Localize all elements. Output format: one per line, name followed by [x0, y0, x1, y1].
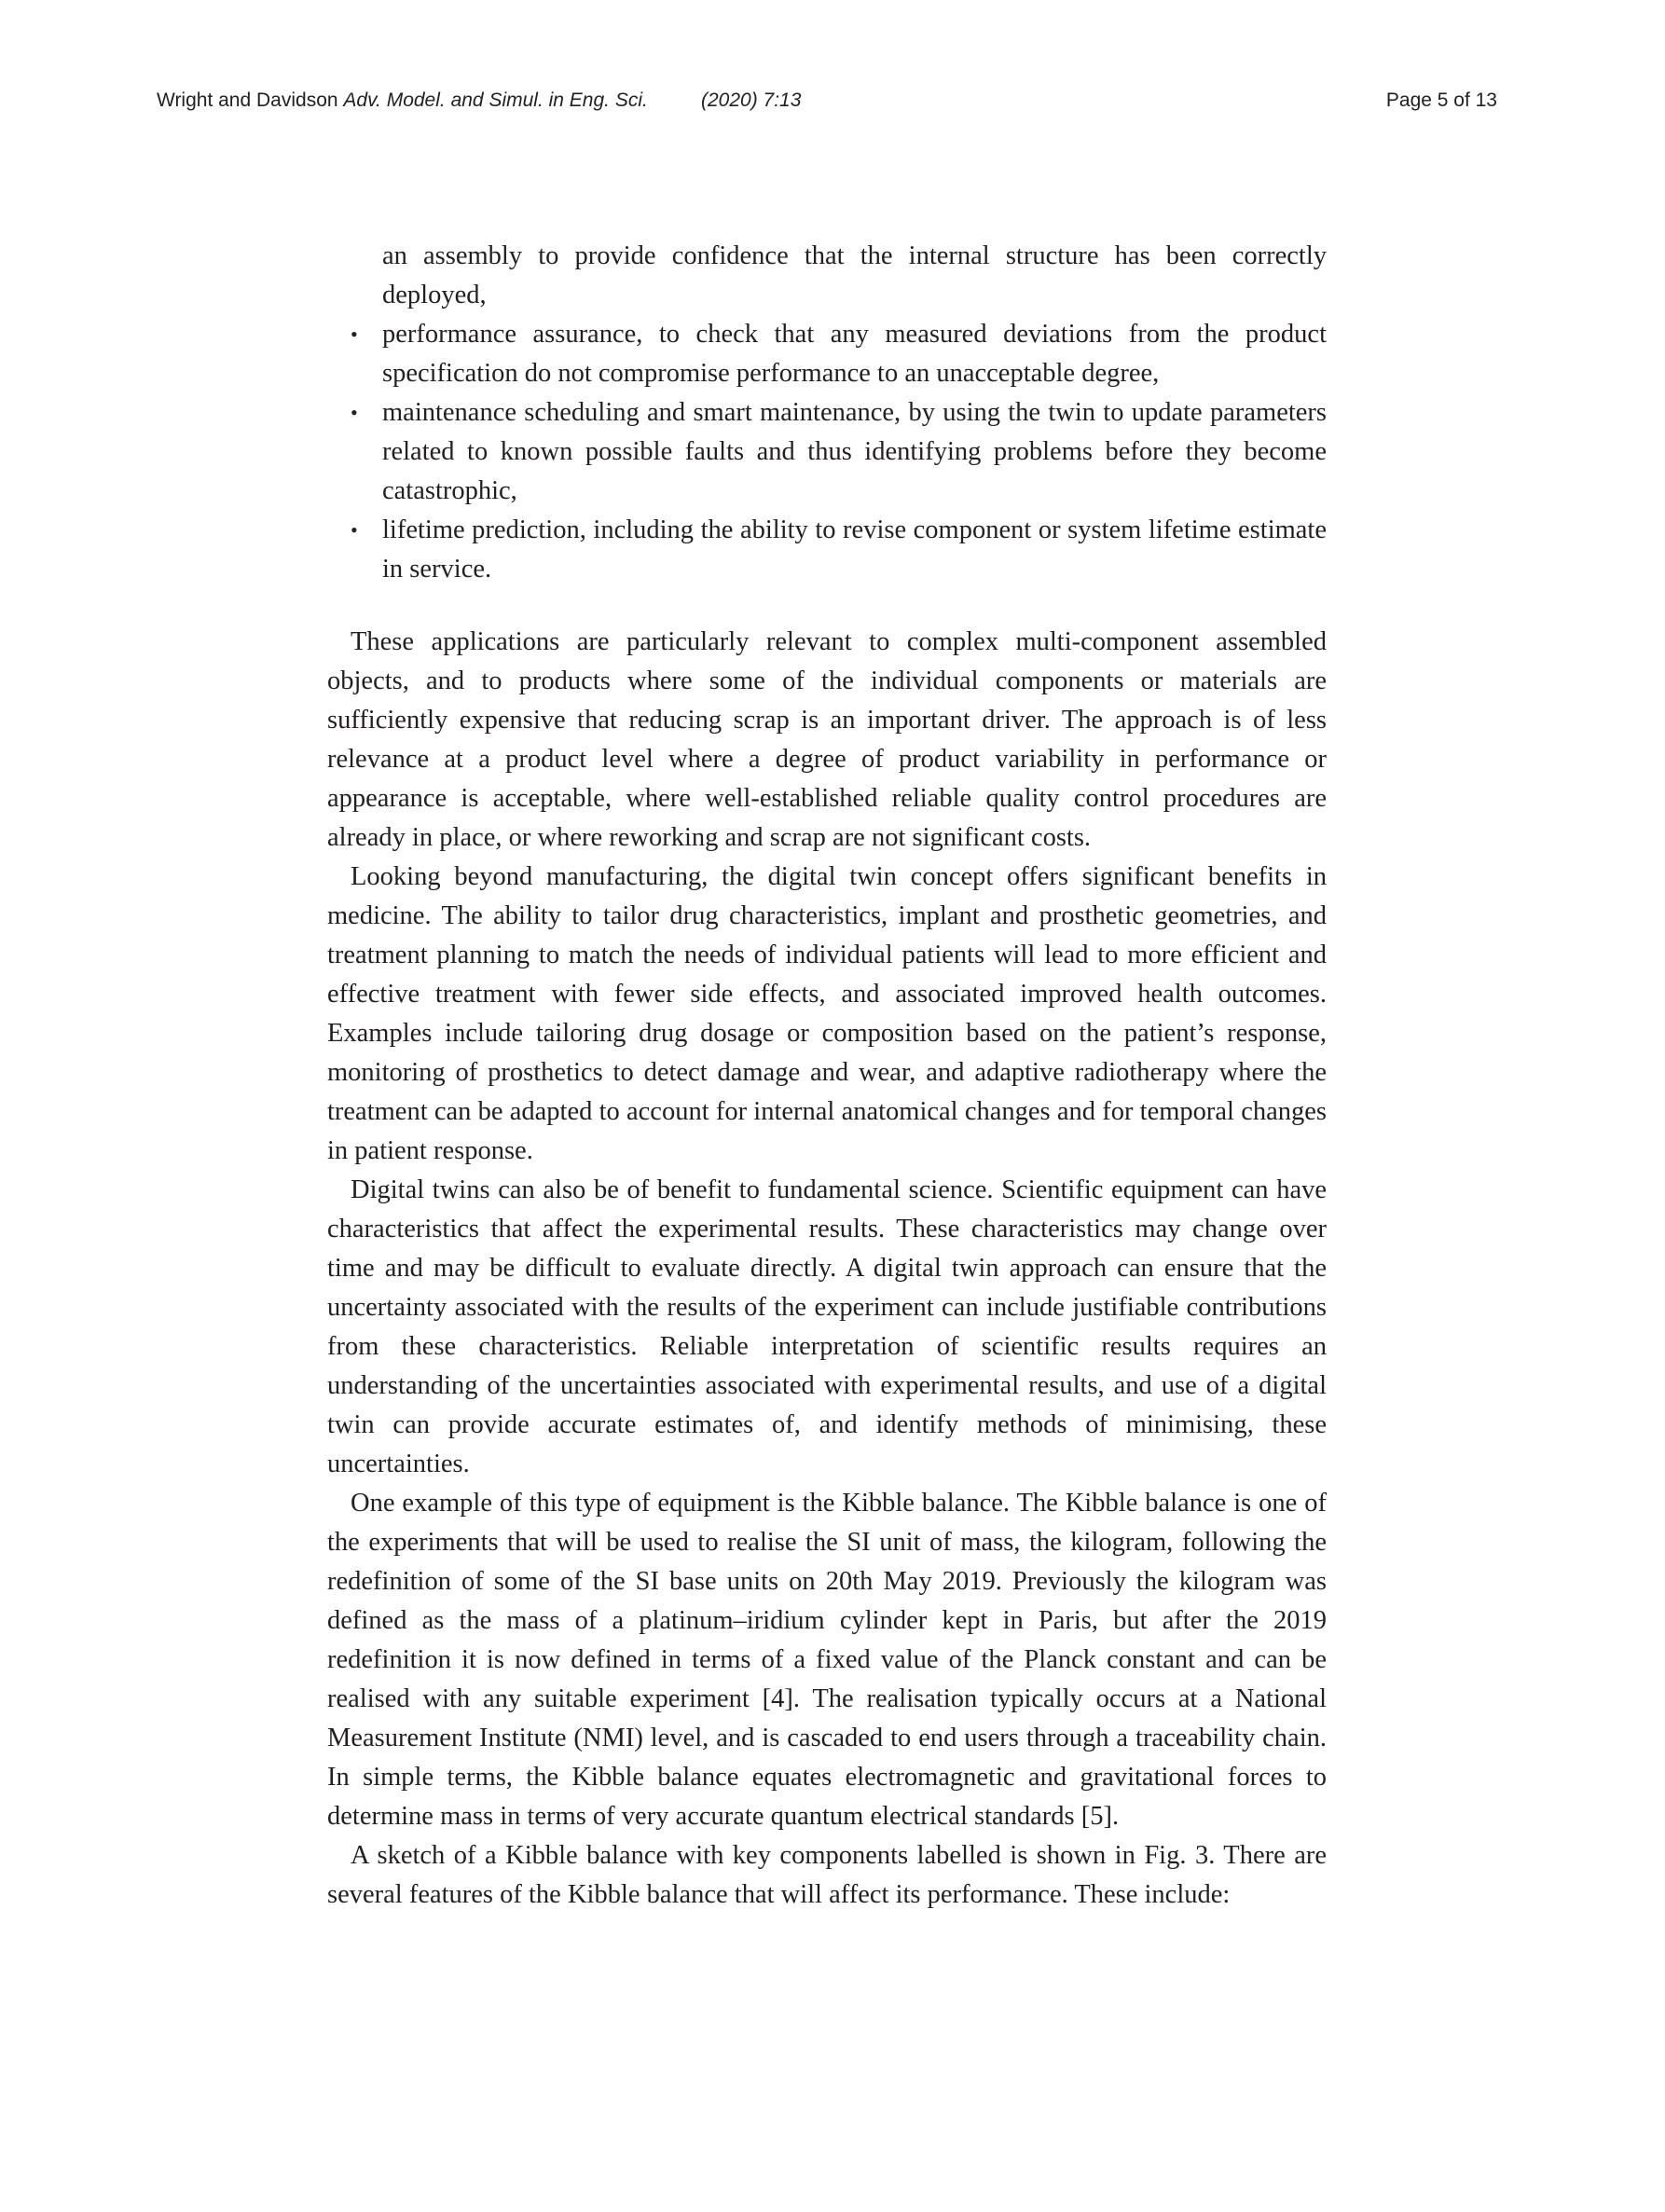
list-item-text: maintenance scheduling and smart maintenance, by using the twin to update parameters related to known possible faults and thus identifying problems before they become catastrophic,	[382, 398, 1327, 505]
header-journal: Adv. Model. and Simul. in Eng. Sci.	[343, 89, 648, 111]
header-page-number: Page 5 of 13	[1385, 89, 1497, 111]
list-item-text: lifetime prediction, including the ability to revise component or system lifetime estimate in service.	[382, 515, 1327, 584]
bullet-icon: •	[351, 401, 358, 424]
list-item	[327, 511, 1327, 589]
article-body	[327, 237, 1327, 1915]
paragraph-applications: These applications are particularly relevant to complex multi-component assembled objects, and to products where some of the individual components or materials are sufficiently expensive that reducing scrap is an important driver. The approach is of less relevance at a product level where a degree of product variability in performance or appearance is acceptable, where well-established reliable quality control procedures are already in place, or where reworking and scrap are not significant costs.	[327, 627, 1327, 852]
header-author-names: Wright and Davidson	[157, 89, 338, 111]
paragraph-medicine: Looking beyond manufacturing, the digital twin concept offers significant benefits in medicine. The ability to tailor drug characteristics, implant and prosthetic geometries, and treatment planning to match the needs of individual patients will lead to more efficient and effective treatment with fewer side effects, and associated improved health outcomes. Examples include tailoring drug dosage or composition based on the patient’s response, monitoring of prosthetics to detect damage and wear, and adaptive radiotherapy where the treatment can be adapted to account for internal anatomical changes and for temporal changes in patient response.	[327, 862, 1327, 1165]
header-authors	[157, 87, 648, 115]
list-item	[327, 393, 1327, 511]
running-header	[157, 87, 1497, 115]
bullet-icon: •	[351, 323, 358, 346]
paragraph-block	[327, 623, 1327, 1915]
header-year-volume: (2020) 7:13	[701, 89, 802, 111]
list-item-text: performance assurance, to check that any measured deviations from the product specification do not compromise performance to an unacceptable degree,	[382, 320, 1327, 388]
paragraph-kibble-balance: One example of this type of equipment is the Kibble balance. The Kibble balance is one of the experiments that will be used to realise the SI unit of mass, the kilogram, following the redefinition of some of the SI base units on 20th May 2019. Previously the kilogram was defined as the mass of a platinum–iridium cylinder kept in Paris, but after the 2019 redefinition it is now defined in terms of a fixed value of the Planck constant and can be realised with any suitable experiment [4]. The realisation typically occurs at a National Measurement Institute (NMI) level, and is cascaded to end users through a traceability chain. In simple terms, the Kibble balance equates electromagnetic and gravitational forces to determine mass in terms of very accurate quantum electrical standards [5].	[327, 1489, 1327, 1831]
application-list	[327, 315, 1327, 589]
continued-list-item: an assembly to provide confidence that the internal structure has been correctly deployed,	[382, 241, 1327, 309]
paragraph-kibble-features: A sketch of a Kibble balance with key components labelled is shown in Fig. 3. There are several features of the Kibble balance that will affect its performance. These include:	[327, 1841, 1327, 1909]
list-item	[327, 315, 1327, 393]
bullet-icon: •	[351, 518, 358, 542]
paragraph-fundamental-science: Digital twins can also be of benefit to fundamental science. Scientific equipment can have characteristics that affect the experimental results. These characteristics may change over time and may be difficult to evaluate directly. A digital twin approach can ensure that the uncertainty associated with the results of the experiment can include justifiable contributions from these characteristics. Reliable interpretation of scientific results requires an understanding of the uncertainties associated with experimental results, and use of a digital twin can provide accurate estimates of, and identify methods of minimising, these uncertainties.	[327, 1175, 1327, 1478]
